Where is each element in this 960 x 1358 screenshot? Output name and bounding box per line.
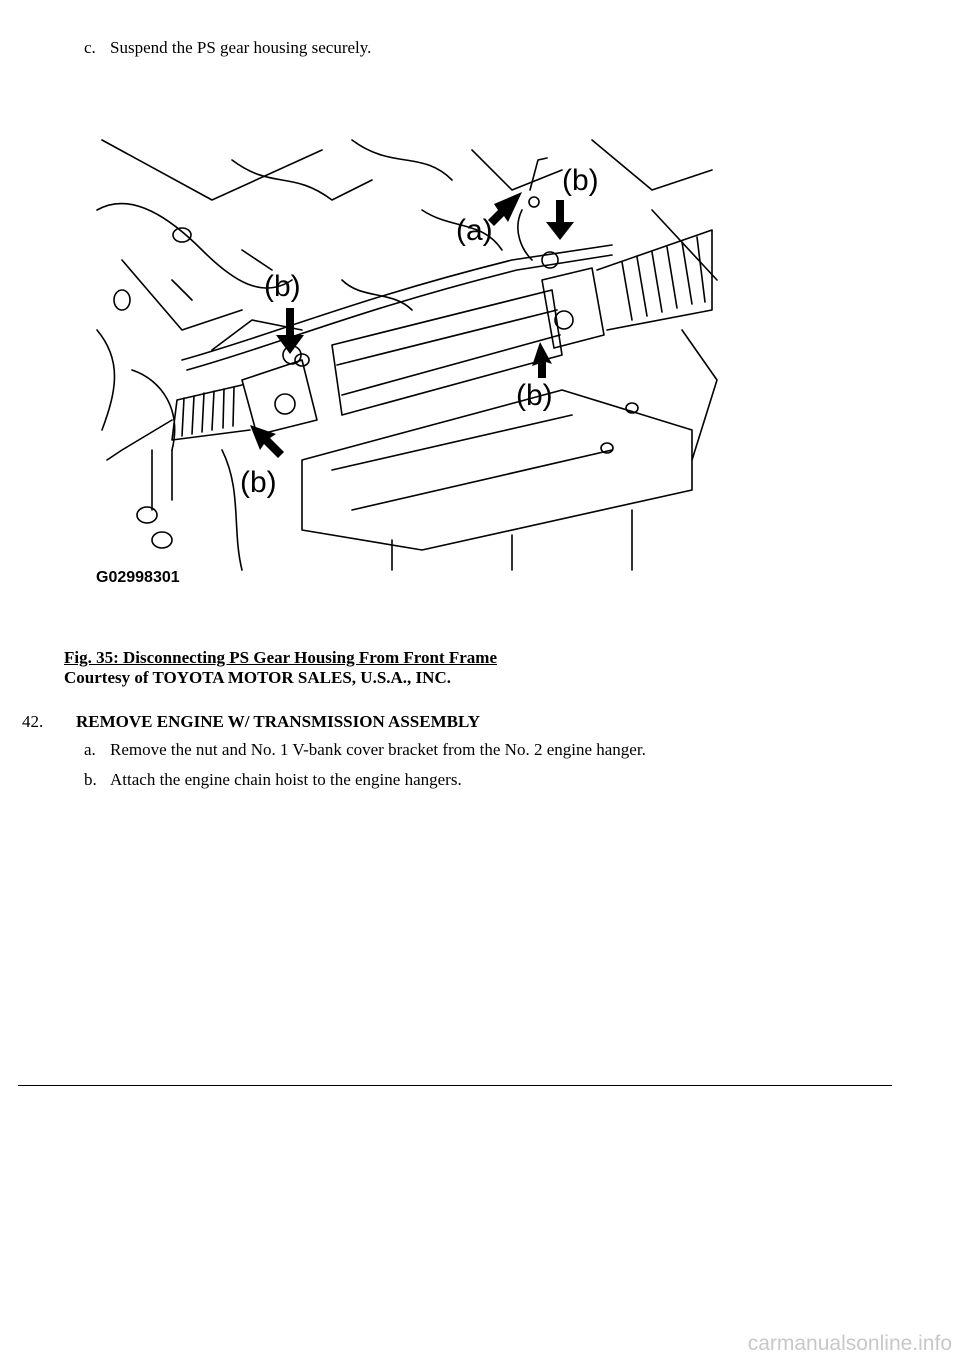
section-number: 42. <box>22 712 44 731</box>
step-letter: b. <box>84 770 97 789</box>
callout-b-top: (b) <box>562 164 599 197</box>
callout-a: (a) <box>456 214 493 247</box>
figure-caption-courtesy: Courtesy of TOYOTA MOTOR SALES, U.S.A., INC. <box>64 668 451 687</box>
callout-b-middle: (b) <box>264 270 301 303</box>
page-divider <box>18 1085 892 1086</box>
watermark: carmanualsonline.info <box>747 1332 952 1355</box>
figure-code: G02998301 <box>96 569 180 585</box>
step-text: Attach the engine chain hoist to the engine hangers. <box>110 770 462 789</box>
step-letter: a. <box>84 740 96 759</box>
gear-housing-diagram <box>92 130 722 585</box>
section-title: REMOVE ENGINE W/ TRANSMISSION ASSEMBLY <box>76 712 481 731</box>
step-b <box>84 770 462 790</box>
step-a <box>84 740 646 760</box>
step-text: Remove the nut and No. 1 V-bank cover bracket from the No. 2 engine hanger. <box>110 740 646 759</box>
step-letter: c. <box>84 38 96 57</box>
step-c <box>84 38 371 58</box>
step-text: Suspend the PS gear housing securely. <box>110 38 372 57</box>
figure-caption-title: Fig. 35: Disconnecting PS Gear Housing From Front Frame <box>64 648 497 667</box>
callout-b-right: (b) <box>516 379 553 412</box>
callout-b-bottom: (b) <box>240 466 277 499</box>
